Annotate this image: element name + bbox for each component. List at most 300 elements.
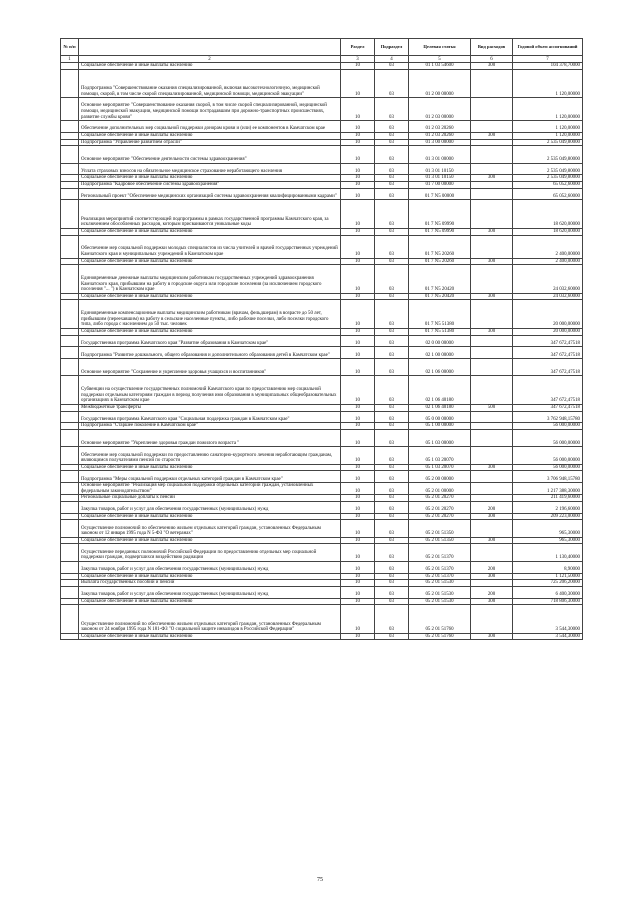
row-num-cell [61, 188, 79, 200]
row-num-cell [61, 200, 79, 229]
table-row [61, 537, 583, 544]
row-amount: 3 762 948,15780 [513, 411, 583, 423]
row-amount: 1 120,00000 [513, 69, 583, 98]
row-target-article: 05 2 01 51530 [409, 598, 471, 605]
row-expense-type [471, 580, 513, 587]
row-amount: 24 032,60000 [513, 265, 583, 294]
header-exp-type: Вид расходов [471, 39, 513, 56]
row-description: Единовременные денежные выплаты медицинским работникам государственных учреждений здравоохранения Камчатского края, прибывшим на работу в городские округа или городские поселения (за исключением городского поселения "... ") в Камчатском крае [79, 265, 341, 294]
row-amount: 3 544,30000 [513, 605, 583, 634]
row-subsection: 03 [375, 258, 409, 265]
row-section: 10 [341, 347, 375, 359]
row-expense-type: 500 [471, 405, 513, 412]
table-row [61, 328, 583, 335]
header-section: Раздел [341, 39, 375, 56]
row-amount: 209 223,00000 [513, 513, 583, 520]
table-row [61, 464, 583, 471]
row-num-cell [61, 347, 79, 359]
row-amount: 965,30000 [513, 520, 583, 537]
row-expense-type [471, 181, 513, 188]
row-expense-type [471, 347, 513, 359]
row-subsection: 03 [375, 139, 409, 146]
row-section: 10 [341, 235, 375, 258]
row-num-cell [61, 411, 79, 423]
row-description: Подпрограмма "Управление развитием отрасли" [79, 139, 341, 146]
row-description: Закупка товаров, работ и услуг для обеспечения государственных (муниципальных) нужд [79, 502, 341, 514]
row-num-cell [61, 502, 79, 514]
header-name [79, 39, 341, 56]
table-row [61, 181, 583, 188]
row-num-cell [61, 495, 79, 502]
row-target-article: 01 3 01 10150 [409, 175, 471, 182]
row-description: Социальное обеспечение и иные выплаты населению [79, 228, 341, 235]
row-target-article: 01 7 N5 20420 [409, 293, 471, 300]
row-num-cell [61, 586, 79, 598]
row-section: 10 [341, 537, 375, 544]
row-expense-type [471, 423, 513, 430]
row-subsection: 03 [375, 464, 409, 471]
row-subsection: 03 [375, 188, 409, 200]
row-target-article: 05 2 00 00000 [409, 471, 471, 483]
row-subsection: 03 [375, 63, 409, 70]
row-num-cell [61, 265, 79, 294]
row-subsection: 03 [375, 405, 409, 412]
row-description: Социальное обеспечение и иные выплаты населению [79, 258, 341, 265]
row-amount: 56 000,00000 [513, 447, 583, 464]
row-num-cell [61, 520, 79, 537]
row-num-cell [61, 121, 79, 133]
row-section: 10 [341, 483, 375, 495]
row-target-article: 01 2 03 00000 [409, 98, 471, 121]
row-target-article: 05 2 01 51350 [409, 520, 471, 537]
row-section: 10 [341, 200, 375, 229]
row-subsection: 03 [375, 586, 409, 598]
row-section: 10 [341, 139, 375, 146]
row-subsection: 03 [375, 300, 409, 329]
row-target-article: 01 2 00 00000 [409, 69, 471, 98]
table-row [61, 495, 583, 502]
row-description: Реализация мероприятий соответствующей подпрограммы в рамках государственной программы Камчатского края, за исключением обособленных расходов, которым присваиваются уникальные коды [79, 200, 341, 229]
row-target-article: 05 1 03 20070 [409, 447, 471, 464]
row-amount: 2 400,00000 [513, 235, 583, 258]
row-subsection: 03 [375, 228, 409, 235]
row-description: Осуществление полномочий по обеспечению жильем отдельных категорий граждан, установленных Федеральным законом от 24 ноября 1995 года N 181-ФЗ "О социальной защите инвалидов в Российской Федерации" [79, 605, 341, 634]
row-description: Обеспечение мер социальной поддержки по предоставлению санаторно-курортного лечения неработающим гражданам, являющимся получателями пенсий по старости [79, 447, 341, 464]
row-num-cell [61, 376, 79, 405]
row-amount: 18 620,00000 [513, 200, 583, 229]
row-section: 10 [341, 586, 375, 598]
row-num-cell [61, 544, 79, 561]
row-description: Закупка товаров, работ и услуг для обеспечения государственных (муниципальных) нужд [79, 586, 341, 598]
row-amount: 347 672,47518 [513, 405, 583, 412]
row-section: 10 [341, 293, 375, 300]
row-target-article: 01 7 00 00000 [409, 181, 471, 188]
row-description: Осуществление полномочий по обеспечению жильем отдельных категорий граждан, установленных Федеральным законом от 12 января 1995 года N 5-ФЗ "О ветеранах" [79, 520, 341, 537]
row-target-article: 01 1 03 54600 [409, 63, 471, 70]
row-section: 10 [341, 447, 375, 464]
row-subsection: 03 [375, 447, 409, 464]
row-subsection: 03 [375, 520, 409, 537]
row-amount: 2 535 049,80000 [513, 163, 583, 175]
row-amount: 347 672,47518 [513, 335, 583, 347]
row-expense-type: 200 [471, 586, 513, 598]
row-subsection: 03 [375, 573, 409, 580]
row-subsection: 03 [375, 347, 409, 359]
row-section: 10 [341, 121, 375, 133]
row-amount: 1 120,00000 [513, 121, 583, 133]
row-amount: 718 806,30000 [513, 598, 583, 605]
row-target-article: 05 2 01 20270 [409, 513, 471, 520]
row-subsection: 03 [375, 537, 409, 544]
row-num-cell [61, 405, 79, 412]
table-row [61, 200, 583, 229]
row-expense-type [471, 376, 513, 405]
row-description: Уплата страховых взносов на обязательное медицинское страхование неработающего населения [79, 163, 341, 175]
row-amount: 20 000,00000 [513, 300, 583, 329]
row-description: Осуществление переданных полномочий Российской Федерации по предоставлению отдельных мер социальной поддержки граждан, подвергшихся воздействию радиации [79, 544, 341, 561]
row-section: 10 [341, 69, 375, 98]
table-row [61, 598, 583, 605]
row-target-article: 02 1 00 00000 [409, 347, 471, 359]
row-target-article: 05 2 01 20270 [409, 495, 471, 502]
row-description: Социальное обеспечение и иные выплаты населению [79, 328, 341, 335]
row-expense-type: 300 [471, 258, 513, 265]
row-amount: 3 706 948,15780 [513, 471, 583, 483]
row-target-article: 02 1 06 40180 [409, 376, 471, 405]
row-description: Подпрограмма "Развитие дошкольного, общего образования и дополнительного образования детей в Камчатском крае" [79, 347, 341, 359]
row-section: 10 [341, 411, 375, 423]
row-section: 10 [341, 573, 375, 580]
row-amount: 8,90000 [513, 561, 583, 573]
colnum: 3 [341, 56, 375, 63]
table-row [61, 235, 583, 258]
row-description: Социальное обеспечение и иные выплаты населению [79, 132, 341, 139]
row-target-article: 05 2 01 51350 [409, 537, 471, 544]
budget-table [60, 38, 583, 640]
table-row [61, 430, 583, 447]
row-section: 10 [341, 464, 375, 471]
column-number-row [61, 56, 583, 63]
row-description: Основное мероприятие "Укрепление здоровья граждан пожилого возраста " [79, 430, 341, 447]
row-expense-type: 300 [471, 633, 513, 640]
row-description: Основное мероприятие "Сохранение и укрепление здоровья учащихся и воспитанников" [79, 359, 341, 376]
row-subsection: 03 [375, 359, 409, 376]
row-num-cell [61, 423, 79, 430]
row-description: Подпрограмма "Совершенствование оказания специализированной, включая высокотехнологичную, медицинской помощи, скорой, в том числе скорой специализированной, медицинской помощи, медицинской эвакуации" [79, 69, 341, 98]
colnum: 2 [79, 56, 341, 63]
row-description: Социальное обеспечение и иные выплаты населению [79, 293, 341, 300]
row-target-article: 05 2 01 51530 [409, 580, 471, 587]
table-row [61, 502, 583, 514]
table-row [61, 347, 583, 359]
row-amount: 2 400,00000 [513, 258, 583, 265]
table-row [61, 633, 583, 640]
row-expense-type [471, 163, 513, 175]
row-target-article: 01 3 01 10150 [409, 163, 471, 175]
row-target-article: 01 7 N5 00000 [409, 188, 471, 200]
budget-table-container [60, 38, 582, 640]
table-row [61, 471, 583, 483]
row-expense-type: 300 [471, 175, 513, 182]
row-subsection: 03 [375, 146, 409, 163]
row-target-article: 01 7 N5 20260 [409, 235, 471, 258]
row-section: 10 [341, 633, 375, 640]
row-num-cell [61, 175, 79, 182]
row-num-cell [61, 471, 79, 483]
row-target-article: 02 0 00 00000 [409, 335, 471, 347]
table-row [61, 63, 583, 70]
row-target-article: 01 2 03 20260 [409, 121, 471, 133]
row-subsection: 03 [375, 175, 409, 182]
row-num-cell [61, 300, 79, 329]
row-amount: 2 535 049,80000 [513, 139, 583, 146]
row-target-article: 05 2 01 00000 [409, 483, 471, 495]
table-row [61, 513, 583, 520]
row-description: Обеспечение дополнительных мер социальной поддержки донорам крови и (или) ее компонентов в Камчатском крае [79, 121, 341, 133]
row-target-article: 01 3 01 00000 [409, 146, 471, 163]
row-target-article: 05 2 01 51760 [409, 633, 471, 640]
row-section: 10 [341, 359, 375, 376]
row-num-cell [61, 573, 79, 580]
row-subsection: 03 [375, 430, 409, 447]
row-amount: 65 052,60000 [513, 188, 583, 200]
row-section: 10 [341, 98, 375, 121]
row-description: Основное мероприятие "Совершенствование оказания скорой, в том числе скорой специализированной, медицинской помощи, медицинской эвакуации, медицинской помощи пострадавшим при дорожно-транспортных происшествиях, развитие службы крови" [79, 98, 341, 121]
row-section: 10 [341, 544, 375, 561]
header-subsection: Подраздел [375, 39, 409, 56]
row-section: 10 [341, 328, 375, 335]
row-num-cell [61, 447, 79, 464]
row-subsection: 03 [375, 495, 409, 502]
row-amount: 65 052,60000 [513, 181, 583, 188]
row-num-cell [61, 63, 79, 70]
row-section: 10 [341, 376, 375, 405]
row-target-article: 01 7 N5 20260 [409, 258, 471, 265]
row-num-cell [61, 235, 79, 258]
table-row [61, 483, 583, 495]
table-row [61, 132, 583, 139]
row-amount: 211 419,60000 [513, 495, 583, 502]
row-section: 10 [341, 265, 375, 294]
row-subsection: 03 [375, 98, 409, 121]
row-target-article: 05 1 00 00000 [409, 423, 471, 430]
row-expense-type: 200 [471, 561, 513, 573]
row-target-article: 05 0 00 00000 [409, 411, 471, 423]
colnum: 7 [513, 56, 583, 63]
row-target-article: 05 2 01 51760 [409, 605, 471, 634]
row-target-article: 01 3 00 00000 [409, 139, 471, 146]
row-num-cell [61, 430, 79, 447]
row-description: Региональные социальные доплаты к пенсии [79, 495, 341, 502]
row-description: Субвенции на осуществление государственных полномочий Камчатского края по предоставлению мер социальной поддержки отдельным категориям граждан в период получения ими образования в муниципальных общеобразовательных организациях в Камчатском крае [79, 376, 341, 405]
row-description: Социальное обеспечение и иные выплаты населению [79, 633, 341, 640]
row-amount: 725 206,20000 [513, 580, 583, 587]
row-expense-type [471, 139, 513, 146]
row-amount: 56 000,00000 [513, 430, 583, 447]
row-section: 10 [341, 502, 375, 514]
row-target-article: 02 1 06 40180 [409, 405, 471, 412]
row-expense-type [471, 200, 513, 229]
row-num-cell [61, 464, 79, 471]
row-expense-type [471, 605, 513, 634]
row-expense-type: 300 [471, 293, 513, 300]
row-section: 10 [341, 405, 375, 412]
row-amount: 104 378,70000 [513, 63, 583, 70]
row-amount: 347 672,47518 [513, 347, 583, 359]
row-target-article: 01 7 N5 09990 [409, 228, 471, 235]
row-target-article: 05 2 01 51370 [409, 561, 471, 573]
header-amount: Годовой объем ассигнований [513, 39, 583, 56]
row-subsection: 03 [375, 633, 409, 640]
row-num-cell [61, 293, 79, 300]
row-description: Межбюджетные трансферты [79, 405, 341, 412]
row-amount: 347 672,47518 [513, 359, 583, 376]
row-section: 10 [341, 513, 375, 520]
row-expense-type [471, 121, 513, 133]
row-expense-type: 300 [471, 228, 513, 235]
row-subsection: 03 [375, 376, 409, 405]
row-num-cell [61, 605, 79, 634]
row-amount: 965,30000 [513, 537, 583, 544]
row-expense-type: 300 [471, 132, 513, 139]
row-description: Основное мероприятие "Обеспечение деятельности системы здравоохранения" [79, 146, 341, 163]
row-target-article: 05 2 01 51530 [409, 586, 471, 598]
row-subsection: 03 [375, 513, 409, 520]
colnum: 5 [409, 56, 471, 63]
row-subsection: 03 [375, 235, 409, 258]
row-section: 10 [341, 132, 375, 139]
row-num-cell [61, 483, 79, 495]
colnum: 4 [375, 56, 409, 63]
row-target-article: 05 2 01 51370 [409, 544, 471, 561]
row-target-article: 01 7 N5 09990 [409, 200, 471, 229]
row-expense-type [471, 471, 513, 483]
row-subsection: 03 [375, 69, 409, 98]
row-amount: 1 120,00000 [513, 132, 583, 139]
row-description: Социальное обеспечение и иные выплаты населению [79, 464, 341, 471]
row-description: Единовременные компенсационные выплаты медицинским работникам (врачам, фельдшерам) в возрасте до 50 лет, прибывшим (переехавшим) на работу в сельские населенные пункты, либо рабочие поселки, либо поселки городского типа, либо города с населением до 50 тыс. человек [79, 300, 341, 329]
row-subsection: 03 [375, 561, 409, 573]
row-section: 10 [341, 495, 375, 502]
row-target-article: 05 1 03 20070 [409, 464, 471, 471]
row-num-cell [61, 228, 79, 235]
table-row [61, 405, 583, 412]
row-amount: 1 120,00000 [513, 98, 583, 121]
row-subsection: 03 [375, 265, 409, 294]
row-section: 10 [341, 300, 375, 329]
row-section: 10 [341, 63, 375, 70]
row-amount: 2 535 049,80000 [513, 175, 583, 182]
header-num: № п/п [61, 39, 79, 56]
row-target-article: 01 7 N5 51380 [409, 328, 471, 335]
row-subsection: 03 [375, 502, 409, 514]
row-section: 10 [341, 228, 375, 235]
row-expense-type: 300 [471, 328, 513, 335]
row-amount: 3 544,30000 [513, 633, 583, 640]
table-row [61, 423, 583, 430]
row-amount: 1 121,50000 [513, 573, 583, 580]
row-num-cell [61, 359, 79, 376]
row-expense-type: 200 [471, 502, 513, 514]
row-description: Выплата государственных пособий и пенсий [79, 580, 341, 587]
row-description: Социальное обеспечение и иные выплаты населению [79, 175, 341, 182]
row-section: 10 [341, 520, 375, 537]
table-row [61, 561, 583, 573]
table-row [61, 447, 583, 464]
header-row [61, 39, 583, 56]
table-row [61, 258, 583, 265]
table-row [61, 139, 583, 146]
table-row [61, 293, 583, 300]
row-expense-type [471, 483, 513, 495]
row-description: Подпрограмма "Старшее поколение в Камчатском крае" [79, 423, 341, 430]
row-num-cell [61, 258, 79, 265]
row-subsection: 03 [375, 423, 409, 430]
row-num-cell [61, 132, 79, 139]
row-expense-type [471, 265, 513, 294]
row-expense-type [471, 69, 513, 98]
row-expense-type [471, 235, 513, 258]
row-amount: 2 535 049,80000 [513, 146, 583, 163]
row-expense-type [471, 447, 513, 464]
table-row [61, 300, 583, 329]
colnum: 6 [471, 56, 513, 63]
row-target-article: 01 2 03 20260 [409, 132, 471, 139]
table-row [61, 228, 583, 235]
row-section: 10 [341, 335, 375, 347]
row-subsection: 03 [375, 598, 409, 605]
row-description: Социальное обеспечение и иные выплаты населению [79, 537, 341, 544]
table-row [61, 544, 583, 561]
table-row [61, 376, 583, 405]
row-subsection: 03 [375, 132, 409, 139]
row-section: 10 [341, 423, 375, 430]
row-num-cell [61, 98, 79, 121]
table-row [61, 335, 583, 347]
row-expense-type [471, 300, 513, 329]
row-description: Закупка товаров, работ и услуг для обеспечения государственных (муниципальных) нужд [79, 561, 341, 573]
row-description: Основное мероприятие "Реализация мер социальной поддержки отдельных категорий граждан, установленных федеральным законодательством" [79, 483, 341, 495]
colnum: 1 [61, 56, 79, 63]
table-row [61, 605, 583, 634]
row-amount: 56 000,00000 [513, 423, 583, 430]
row-subsection: 03 [375, 181, 409, 188]
row-description: Государственная программа Камчатского края "Развитие образования в Камчатском крае" [79, 335, 341, 347]
row-expense-type [471, 495, 513, 502]
row-amount: 6 400,30000 [513, 586, 583, 598]
row-amount: 1 130,40000 [513, 544, 583, 561]
row-subsection: 03 [375, 605, 409, 634]
row-amount: 24 032,60000 [513, 293, 583, 300]
row-section: 10 [341, 163, 375, 175]
row-subsection: 03 [375, 580, 409, 587]
row-num-cell [61, 633, 79, 640]
row-expense-type: 300 [471, 464, 513, 471]
row-num-cell [61, 328, 79, 335]
row-expense-type [471, 98, 513, 121]
row-expense-type: 300 [471, 598, 513, 605]
row-subsection: 03 [375, 411, 409, 423]
row-num-cell [61, 163, 79, 175]
row-expense-type [471, 188, 513, 200]
row-section: 10 [341, 605, 375, 634]
row-num-cell [61, 598, 79, 605]
row-expense-type: 300 [471, 537, 513, 544]
row-num-cell [61, 561, 79, 573]
row-section: 10 [341, 146, 375, 163]
row-target-article: 05 2 01 51370 [409, 573, 471, 580]
row-subsection: 03 [375, 544, 409, 561]
